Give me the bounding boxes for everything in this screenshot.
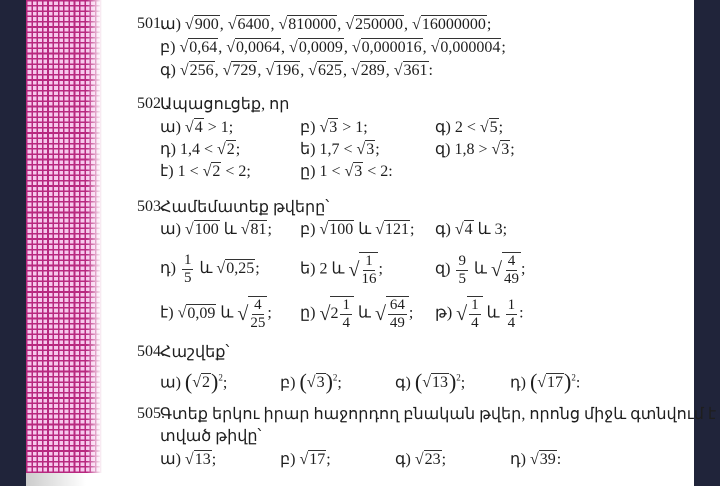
exercise-item xyxy=(160,38,506,58)
square-root xyxy=(431,38,502,56)
text: բ) xyxy=(280,451,300,468)
text: գ) xyxy=(160,62,180,79)
text: և xyxy=(216,304,238,322)
text: ; xyxy=(486,16,492,33)
problem-number-501: 501. xyxy=(137,15,165,32)
exercise-item xyxy=(160,162,251,182)
paren-close: ) xyxy=(564,369,572,395)
radical-sign: √ xyxy=(430,39,440,56)
exercise-item xyxy=(300,162,393,182)
radicand: 4 xyxy=(194,119,203,136)
radicand xyxy=(359,252,378,288)
radicand: 39 xyxy=(539,451,556,468)
exercise-item xyxy=(160,220,272,240)
radical-sign: √ xyxy=(237,303,249,325)
square-root xyxy=(299,450,326,468)
exercise-item xyxy=(280,368,342,393)
radicand: 3 xyxy=(501,141,510,158)
text: բ) xyxy=(300,119,320,136)
page-shadow xyxy=(26,473,86,486)
exercise-item xyxy=(435,140,515,160)
radicand: 250000 xyxy=(355,16,404,33)
problem-503-title: Համեմատեք թվերը՝ xyxy=(160,199,330,216)
text: թ) xyxy=(435,304,457,322)
square-root xyxy=(228,15,271,33)
exercise-item xyxy=(300,252,383,288)
radical-sign: √ xyxy=(216,260,226,278)
radicand: 729 xyxy=(232,62,257,79)
text: < 2; xyxy=(221,163,251,180)
text: ; xyxy=(408,304,414,322)
exercise-item xyxy=(160,140,240,160)
radicand: 3 xyxy=(316,374,325,392)
radical-sign: √ xyxy=(479,119,489,136)
numerator: 1 xyxy=(471,297,479,313)
square-root xyxy=(226,38,281,56)
text: ; xyxy=(267,221,272,238)
radicand: 2 xyxy=(226,141,235,158)
radical-sign: √ xyxy=(490,259,502,281)
text: ; xyxy=(222,374,228,392)
text: ; xyxy=(211,451,217,468)
square-root xyxy=(492,140,511,158)
text: , xyxy=(385,62,394,79)
radicand: 121 xyxy=(385,221,410,238)
text: ; xyxy=(337,374,342,392)
fraction xyxy=(469,297,481,332)
exponent: 2 xyxy=(332,373,338,383)
radicand: 17 xyxy=(547,374,564,392)
text: և xyxy=(354,221,376,238)
radicand: 17 xyxy=(309,451,326,468)
text: ե) 2 և xyxy=(300,260,349,278)
radicand: 3 xyxy=(329,119,338,136)
text: : xyxy=(519,304,524,322)
denominator: 4 xyxy=(471,315,479,331)
radicand: 5 xyxy=(489,119,498,136)
square-root xyxy=(179,38,218,56)
radicand xyxy=(248,296,267,332)
paren-open: ( xyxy=(529,369,538,395)
exponent: 2 xyxy=(456,373,461,383)
radicand: 196 xyxy=(275,62,300,79)
denominator: 5 xyxy=(183,270,192,286)
square-root xyxy=(352,38,423,56)
text: դ) xyxy=(160,260,180,278)
paren-open: ( xyxy=(184,369,193,395)
square-root xyxy=(178,304,217,322)
radical-sign: √ xyxy=(537,374,547,392)
text: , xyxy=(257,62,266,79)
radical-sign: √ xyxy=(202,163,212,180)
text: և xyxy=(482,304,504,322)
square-root-fraction xyxy=(456,296,482,332)
problem-505-title-cont: տված թիվը՝ xyxy=(160,428,262,445)
radical-sign: √ xyxy=(179,62,189,79)
text: , xyxy=(270,16,279,33)
text: ը) xyxy=(300,304,320,322)
radical-sign: √ xyxy=(319,119,329,136)
radicand xyxy=(330,296,354,332)
fraction xyxy=(504,253,519,288)
square-root-fraction xyxy=(348,252,378,288)
radical-sign: √ xyxy=(375,221,385,238)
radical-sign: √ xyxy=(414,451,424,468)
numerator: 64 xyxy=(389,297,405,313)
text: , xyxy=(214,62,223,79)
text: ա) xyxy=(160,451,185,468)
radical-sign: √ xyxy=(356,141,366,158)
radical-sign: √ xyxy=(177,304,187,322)
exercise-item xyxy=(280,450,331,470)
text: : xyxy=(575,374,581,392)
text: ; xyxy=(498,119,504,136)
radicand xyxy=(502,252,521,288)
text: , xyxy=(342,62,351,79)
radical-sign: √ xyxy=(289,39,298,56)
radical-sign: √ xyxy=(184,119,194,136)
exercise-item xyxy=(435,252,525,288)
exercise-item xyxy=(510,450,561,470)
radical-sign: √ xyxy=(226,39,236,56)
radicand: 625 xyxy=(317,62,342,79)
exercise-item xyxy=(300,220,414,240)
radicand: 13 xyxy=(194,451,211,468)
text: , xyxy=(404,16,413,33)
text: ; xyxy=(378,260,383,278)
square-root xyxy=(278,15,337,33)
text: զ) xyxy=(435,260,455,278)
square-root xyxy=(345,15,404,33)
exercise-item xyxy=(510,368,580,393)
text: գ) xyxy=(395,374,415,392)
fraction xyxy=(361,253,376,288)
square-root xyxy=(308,61,343,79)
square-root xyxy=(185,450,212,468)
text: , xyxy=(343,39,352,56)
numerator: 1 xyxy=(365,253,373,269)
radicand: 6400 xyxy=(237,16,270,33)
text: գ) xyxy=(435,221,455,238)
square-root xyxy=(217,140,236,158)
square-root xyxy=(345,162,364,180)
exercise-item xyxy=(160,15,491,35)
radical-sign: √ xyxy=(222,62,232,79)
radical-sign: √ xyxy=(456,303,468,325)
numerator: 1 xyxy=(183,252,192,268)
whole-part: 2 xyxy=(330,305,339,323)
square-root xyxy=(180,61,215,79)
square-root xyxy=(415,450,442,468)
square-root xyxy=(412,15,487,33)
radical-sign: √ xyxy=(216,141,226,158)
exercise-item xyxy=(435,296,524,332)
text: > 1; xyxy=(338,119,368,136)
square-root xyxy=(394,61,429,79)
radical-sign: √ xyxy=(344,163,354,180)
squared-root xyxy=(299,369,338,395)
radicand: 100 xyxy=(194,221,219,238)
radicand: 256 xyxy=(189,62,214,79)
denominator: 25 xyxy=(250,315,266,331)
radical-sign: √ xyxy=(278,16,288,33)
squared-root xyxy=(184,369,223,395)
text: ; xyxy=(520,260,526,278)
radical-sign: √ xyxy=(299,451,309,468)
radicand: 3 xyxy=(366,141,375,158)
paren-open: ( xyxy=(414,369,423,395)
fraction xyxy=(340,297,352,332)
radicand: 4 xyxy=(464,221,473,238)
radicand: 16000000 xyxy=(421,16,486,33)
text: ա) xyxy=(160,119,185,136)
radical-sign: √ xyxy=(491,141,501,158)
exercise-item xyxy=(160,296,272,332)
text: է) 1 < xyxy=(160,163,203,180)
radical-sign: √ xyxy=(319,221,329,238)
problem-number-502: 502. xyxy=(137,95,165,112)
radicand: 3 xyxy=(354,163,363,180)
radical-sign: √ xyxy=(240,221,250,238)
square-root xyxy=(185,15,220,33)
exercise-item xyxy=(160,252,260,287)
numerator: 9 xyxy=(458,252,466,269)
radicand: 289 xyxy=(360,62,385,79)
fraction xyxy=(506,297,518,332)
text: ; xyxy=(410,221,415,238)
denominator: 4 xyxy=(342,315,350,331)
radical-sign: √ xyxy=(454,221,464,238)
exercise-item xyxy=(435,118,503,138)
square-root xyxy=(185,118,204,136)
text: ; xyxy=(267,304,272,322)
radical-sign: √ xyxy=(184,221,194,238)
square-root-mixed-number xyxy=(319,296,353,332)
fraction xyxy=(182,252,194,287)
radical-sign: √ xyxy=(374,303,386,325)
radicand: 900 xyxy=(194,16,219,33)
problem-number-504: 504. xyxy=(137,343,165,360)
radical-sign: √ xyxy=(306,374,316,392)
text: և xyxy=(469,260,491,278)
paren-close: ) xyxy=(211,369,219,395)
text: ա) xyxy=(160,374,185,392)
square-root xyxy=(351,61,386,79)
radical-sign: √ xyxy=(308,62,317,79)
square-root-fraction xyxy=(491,252,521,288)
square-root xyxy=(289,38,344,56)
radicand: 0,09 xyxy=(187,304,216,322)
exponent: 2 xyxy=(571,373,576,383)
square-root xyxy=(319,220,354,238)
radicand: 0,25 xyxy=(226,260,255,278)
decorative-grid-margin xyxy=(26,0,102,473)
radical-sign: √ xyxy=(265,62,275,79)
problem-504-title: Հաշվեք՝ xyxy=(160,344,230,361)
text: գ) 2 < xyxy=(435,119,480,136)
square-root xyxy=(480,118,499,136)
text: < 2: xyxy=(363,163,393,180)
denominator: 49 xyxy=(389,315,405,331)
square-root xyxy=(241,220,268,238)
square-root xyxy=(185,220,220,238)
radicand: 100 xyxy=(329,221,354,238)
radical-sign: √ xyxy=(351,39,361,56)
radical-sign: √ xyxy=(529,451,539,468)
denominator: 49 xyxy=(503,271,519,287)
radicand xyxy=(386,296,409,332)
square-root xyxy=(455,220,474,238)
radical-sign: √ xyxy=(345,16,355,33)
radicand: 0,0064 xyxy=(236,39,281,56)
text: ; xyxy=(441,451,447,468)
numerator: 1 xyxy=(507,296,516,313)
square-root xyxy=(530,450,557,468)
radical-sign: √ xyxy=(412,16,421,33)
radical-sign: √ xyxy=(350,62,360,79)
text: ը) 1 < xyxy=(300,163,345,180)
radicand: 0,64 xyxy=(189,39,218,56)
squared-root xyxy=(529,369,576,395)
square-root xyxy=(319,118,338,136)
radical-sign: √ xyxy=(227,16,237,33)
exercise-item xyxy=(435,220,507,240)
radicand: 0,0009 xyxy=(298,39,343,56)
numerator: 4 xyxy=(254,297,262,313)
radicand: 810000 xyxy=(288,16,337,33)
radical-sign: √ xyxy=(348,259,360,281)
square-root xyxy=(203,162,222,180)
text: , xyxy=(218,39,227,56)
square-root xyxy=(265,61,300,79)
square-root-fraction xyxy=(237,296,267,332)
radical-sign: √ xyxy=(184,451,194,468)
square-root xyxy=(223,61,258,79)
denominator: 16 xyxy=(361,271,377,287)
fraction xyxy=(456,253,468,288)
radicand: 13 xyxy=(431,374,448,392)
radical-sign: √ xyxy=(184,16,194,33)
denominator: 5 xyxy=(458,270,466,287)
squared-root xyxy=(414,369,461,395)
text: , xyxy=(300,62,309,79)
text: ա) xyxy=(160,16,185,33)
text: դ) xyxy=(510,374,530,392)
exercise-item xyxy=(160,118,233,138)
exercise-item xyxy=(160,368,227,393)
text: գ) xyxy=(395,451,415,468)
text: ; xyxy=(460,374,466,392)
text: ե) 1,7 < xyxy=(300,141,357,158)
text: : xyxy=(556,451,562,468)
text: և xyxy=(353,304,375,322)
exercise-item xyxy=(300,118,368,138)
numerator: 1 xyxy=(342,297,350,313)
fraction xyxy=(388,297,407,332)
square-root xyxy=(216,259,255,277)
paren-close: ) xyxy=(325,369,333,395)
text: ; xyxy=(375,141,380,158)
text: և xyxy=(219,221,241,238)
denominator: 4 xyxy=(507,314,516,331)
text: դ) xyxy=(510,451,530,468)
radicand: 361 xyxy=(403,62,428,79)
text: զ) 1,8 > xyxy=(435,141,492,158)
radicand: 0,000004 xyxy=(440,39,501,56)
radicand: 81 xyxy=(250,221,267,238)
square-root xyxy=(357,140,376,158)
text: , xyxy=(337,16,346,33)
problem-number-505: 505. xyxy=(137,405,165,422)
problem-number-503: 503. xyxy=(137,198,165,215)
text: է) xyxy=(160,304,178,322)
radical-sign: √ xyxy=(319,303,331,325)
square-root xyxy=(375,220,410,238)
square-root-fraction xyxy=(375,296,409,332)
problem-505-title: Գտեք երկու իրար հաջորդող բնական թվեր, որոնց միջև գտնվում է xyxy=(160,406,717,423)
radical-sign: √ xyxy=(393,62,403,79)
exercise-item xyxy=(300,296,413,332)
text: և xyxy=(195,260,217,278)
text: , xyxy=(281,39,290,56)
paren-close: ) xyxy=(448,369,457,395)
radical-sign: √ xyxy=(422,374,431,392)
text: դ) 1,4 < xyxy=(160,141,217,158)
radical-sign: √ xyxy=(192,374,202,392)
text: բ) xyxy=(160,39,180,56)
text: > 1; xyxy=(203,119,234,136)
text: ; xyxy=(255,260,260,278)
fraction xyxy=(250,297,265,332)
text: , xyxy=(422,39,431,56)
text: ; xyxy=(235,141,241,158)
problem-502-title: Ապացուցեք, որ xyxy=(160,96,290,113)
text: : xyxy=(428,62,433,79)
radicand xyxy=(467,296,483,332)
radicand: 2 xyxy=(202,374,211,392)
exercise-item xyxy=(160,61,433,81)
exercise-item xyxy=(395,450,446,470)
text: ; xyxy=(501,39,506,56)
exercise-item xyxy=(395,368,465,393)
text: բ) xyxy=(300,221,320,238)
exponent: 2 xyxy=(218,373,223,383)
radicand: 0,000016 xyxy=(361,39,422,56)
paren-open: ( xyxy=(299,369,307,395)
text: , xyxy=(219,16,228,33)
numerator: 4 xyxy=(507,253,516,269)
text: ; xyxy=(510,141,515,158)
radicand: 23 xyxy=(424,451,441,468)
exercise-item xyxy=(300,140,380,160)
radicand: 2 xyxy=(212,163,221,180)
radical-sign: √ xyxy=(179,39,189,56)
exercise-item xyxy=(160,450,216,470)
text: ա) xyxy=(160,221,185,238)
text: բ) xyxy=(280,374,300,392)
text: ; xyxy=(326,451,331,468)
text: և 3; xyxy=(473,221,508,238)
